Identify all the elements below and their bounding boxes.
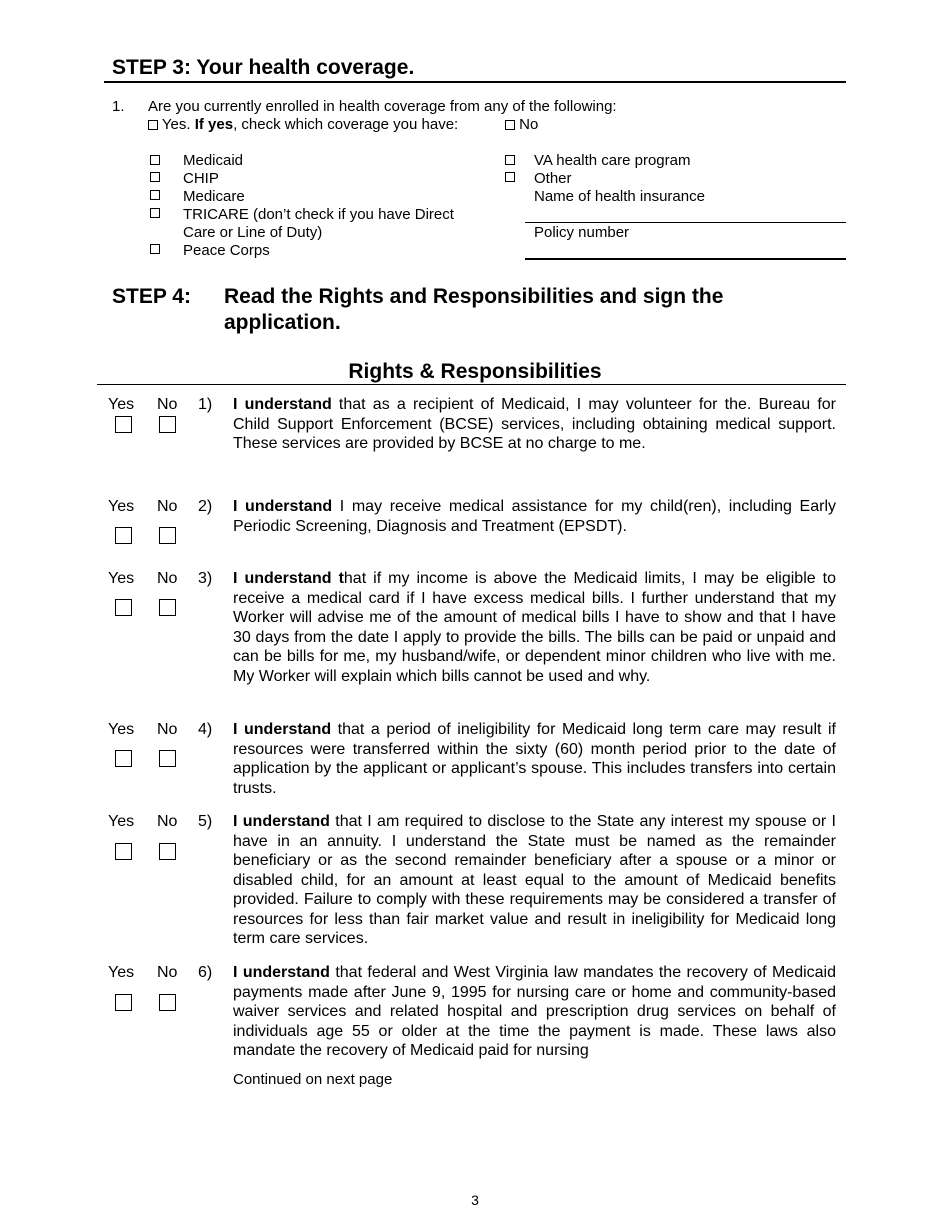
option-tricare-line2: Care or Line of Duty)	[183, 224, 323, 241]
no-option[interactable]	[505, 116, 538, 134]
other-checkbox[interactable]	[505, 172, 515, 182]
rights-divider	[97, 384, 846, 385]
item4-no-checkbox[interactable]	[159, 750, 176, 767]
item5-lead: I understand	[233, 813, 330, 830]
item4-yes-label: Yes	[108, 721, 135, 738]
step4-title-line1: Read the Rights and Responsibilities and sign the	[224, 285, 724, 308]
item3-yes-label: Yes	[108, 570, 135, 587]
item6-no-checkbox[interactable]	[159, 994, 176, 1011]
continued-note: Continued on next page	[233, 1071, 393, 1088]
item2-yes-label: Yes	[108, 498, 135, 515]
item3-lead: I understand t	[233, 570, 344, 587]
yes-label: Yes.	[161, 116, 191, 133]
item3-statement	[233, 569, 836, 686]
step4-title-line2: application.	[224, 311, 341, 334]
item3-text: hat if my income is above the Medicaid limits, I may be eligible to receive a medical card if I have excess medical bills. I further understand that my Worker will advise me of the amount of medical bills I have to show and that I have 30 days from the date I apply to provide the bills. The bills can be paid or unpaid and can be bills for me, my husband/wife, or dependent minor children who live with me. My Worker will explain which bills cannot be used and why.	[233, 570, 837, 685]
tricare-checkbox[interactable]	[150, 208, 160, 218]
item1-lead: I understand	[233, 396, 332, 413]
step4-title	[224, 284, 723, 336]
item6-number: 6)	[198, 964, 213, 981]
option-other: Other	[534, 170, 572, 187]
rights-title: Rights & Responsibilities	[348, 360, 602, 383]
policy-number-label: Policy number	[534, 224, 630, 241]
if-yes-label: If yes	[194, 116, 234, 133]
item5-no-checkbox[interactable]	[159, 843, 176, 860]
item1-text: that as a recipient of Medicaid, I may volunteer for the. Bureau for Child Support Enforcement (BCSE) services, including obtaining medical support. These services are provided by BCSE at no charge to me.	[233, 396, 836, 452]
item5-no-label: No	[157, 813, 178, 830]
item2-number: 2)	[198, 498, 213, 515]
item5-yes-checkbox[interactable]	[115, 843, 132, 860]
item3-no-checkbox[interactable]	[159, 599, 176, 616]
if-yes-instruction: , check which coverage you have:	[233, 116, 459, 133]
medicare-checkbox[interactable]	[150, 190, 160, 200]
item6-lead: I understand	[233, 964, 330, 981]
question-number: 1.	[112, 98, 125, 115]
item2-text: I may receive medical assistance for my child(ren), including Early Periodic Screening, Diagnosis and Treatment (EPSDT).	[233, 498, 837, 535]
option-tricare: TRICARE (don’t check if you have Direct	[183, 206, 454, 223]
item4-yes-checkbox[interactable]	[115, 750, 132, 767]
item4-statement	[233, 720, 836, 798]
option-peace-corps: Peace Corps	[183, 242, 270, 259]
item2-lead: I understand	[233, 498, 333, 515]
page-number: 3	[471, 1192, 479, 1208]
item5-yes-label: Yes	[108, 813, 135, 830]
item4-text: that a period of ineligibility for Medicaid long term care may result if resources were transferred within the sixty (60) month period prior to the date of application by the applicant or applicant’s spouse. This includes transfers into certain trusts.	[233, 721, 837, 797]
step4-label: STEP 4:	[112, 285, 191, 308]
option-chip: CHIP	[183, 170, 219, 187]
no-label: No	[519, 116, 539, 133]
item2-no-label: No	[157, 498, 178, 515]
item1-statement	[233, 395, 836, 454]
chip-checkbox[interactable]	[150, 172, 160, 182]
peace-corps-checkbox[interactable]	[150, 244, 160, 254]
item1-yes-label: Yes	[108, 396, 135, 413]
insurance-name-field[interactable]	[525, 222, 846, 223]
item6-text: that federal and West Virginia law mandates the recovery of Medicaid payments made after June 9, 1995 for nursing care or home and community-based waiver services and related hospital and prescription drug services on behalf of individuals age 55 or older at the time the payment is made. These laws also mandate the recovery of Medicaid paid for nursing	[233, 964, 836, 1059]
item6-yes-checkbox[interactable]	[115, 994, 132, 1011]
question-text: Are you currently enrolled in health coverage from any of the following:	[148, 98, 617, 115]
option-va: VA health care program	[534, 152, 691, 169]
item1-number: 1)	[198, 396, 213, 413]
item6-statement	[233, 963, 836, 1061]
item2-yes-checkbox[interactable]	[115, 527, 132, 544]
item4-number: 4)	[198, 721, 213, 738]
item1-no-label: No	[157, 396, 178, 413]
item4-no-label: No	[157, 721, 178, 738]
va-checkbox[interactable]	[505, 155, 515, 165]
step3-divider	[104, 81, 846, 83]
item3-yes-checkbox[interactable]	[115, 599, 132, 616]
no-checkbox[interactable]	[505, 120, 515, 130]
item1-no-checkbox[interactable]	[159, 416, 176, 433]
policy-number-field[interactable]	[525, 258, 846, 260]
item6-yes-label: Yes	[108, 964, 135, 981]
item5-statement	[233, 812, 836, 949]
yes-option[interactable]	[148, 116, 458, 134]
item4-lead: I understand	[233, 721, 332, 738]
step3-heading: STEP 3: Your health coverage.	[112, 56, 415, 79]
option-medicare: Medicare	[183, 188, 245, 205]
item5-number: 5)	[198, 813, 213, 830]
item2-statement	[233, 497, 836, 536]
item6-no-label: No	[157, 964, 178, 981]
option-medicaid: Medicaid	[183, 152, 244, 169]
item3-no-label: No	[157, 570, 178, 587]
item1-yes-checkbox[interactable]	[115, 416, 132, 433]
item2-no-checkbox[interactable]	[159, 527, 176, 544]
item5-text: that I am required to disclose to the State any interest my spouse or I have in an annuity. I understand the State must be named as the remainder beneficiary or as the second remainder beneficiary after a spouse or a minor or disabled child, for an amount at least equal to the amount of Medicaid benefits provided. Failure to comply with these requirements may be considered a transfer of resources for less than fair market value and result in ineligibility for Medicaid long term care services.	[233, 813, 836, 947]
medicaid-checkbox[interactable]	[150, 155, 160, 165]
item3-number: 3)	[198, 570, 213, 587]
insurance-name-label: Name of health insurance	[534, 188, 705, 205]
yes-checkbox[interactable]	[148, 120, 158, 130]
